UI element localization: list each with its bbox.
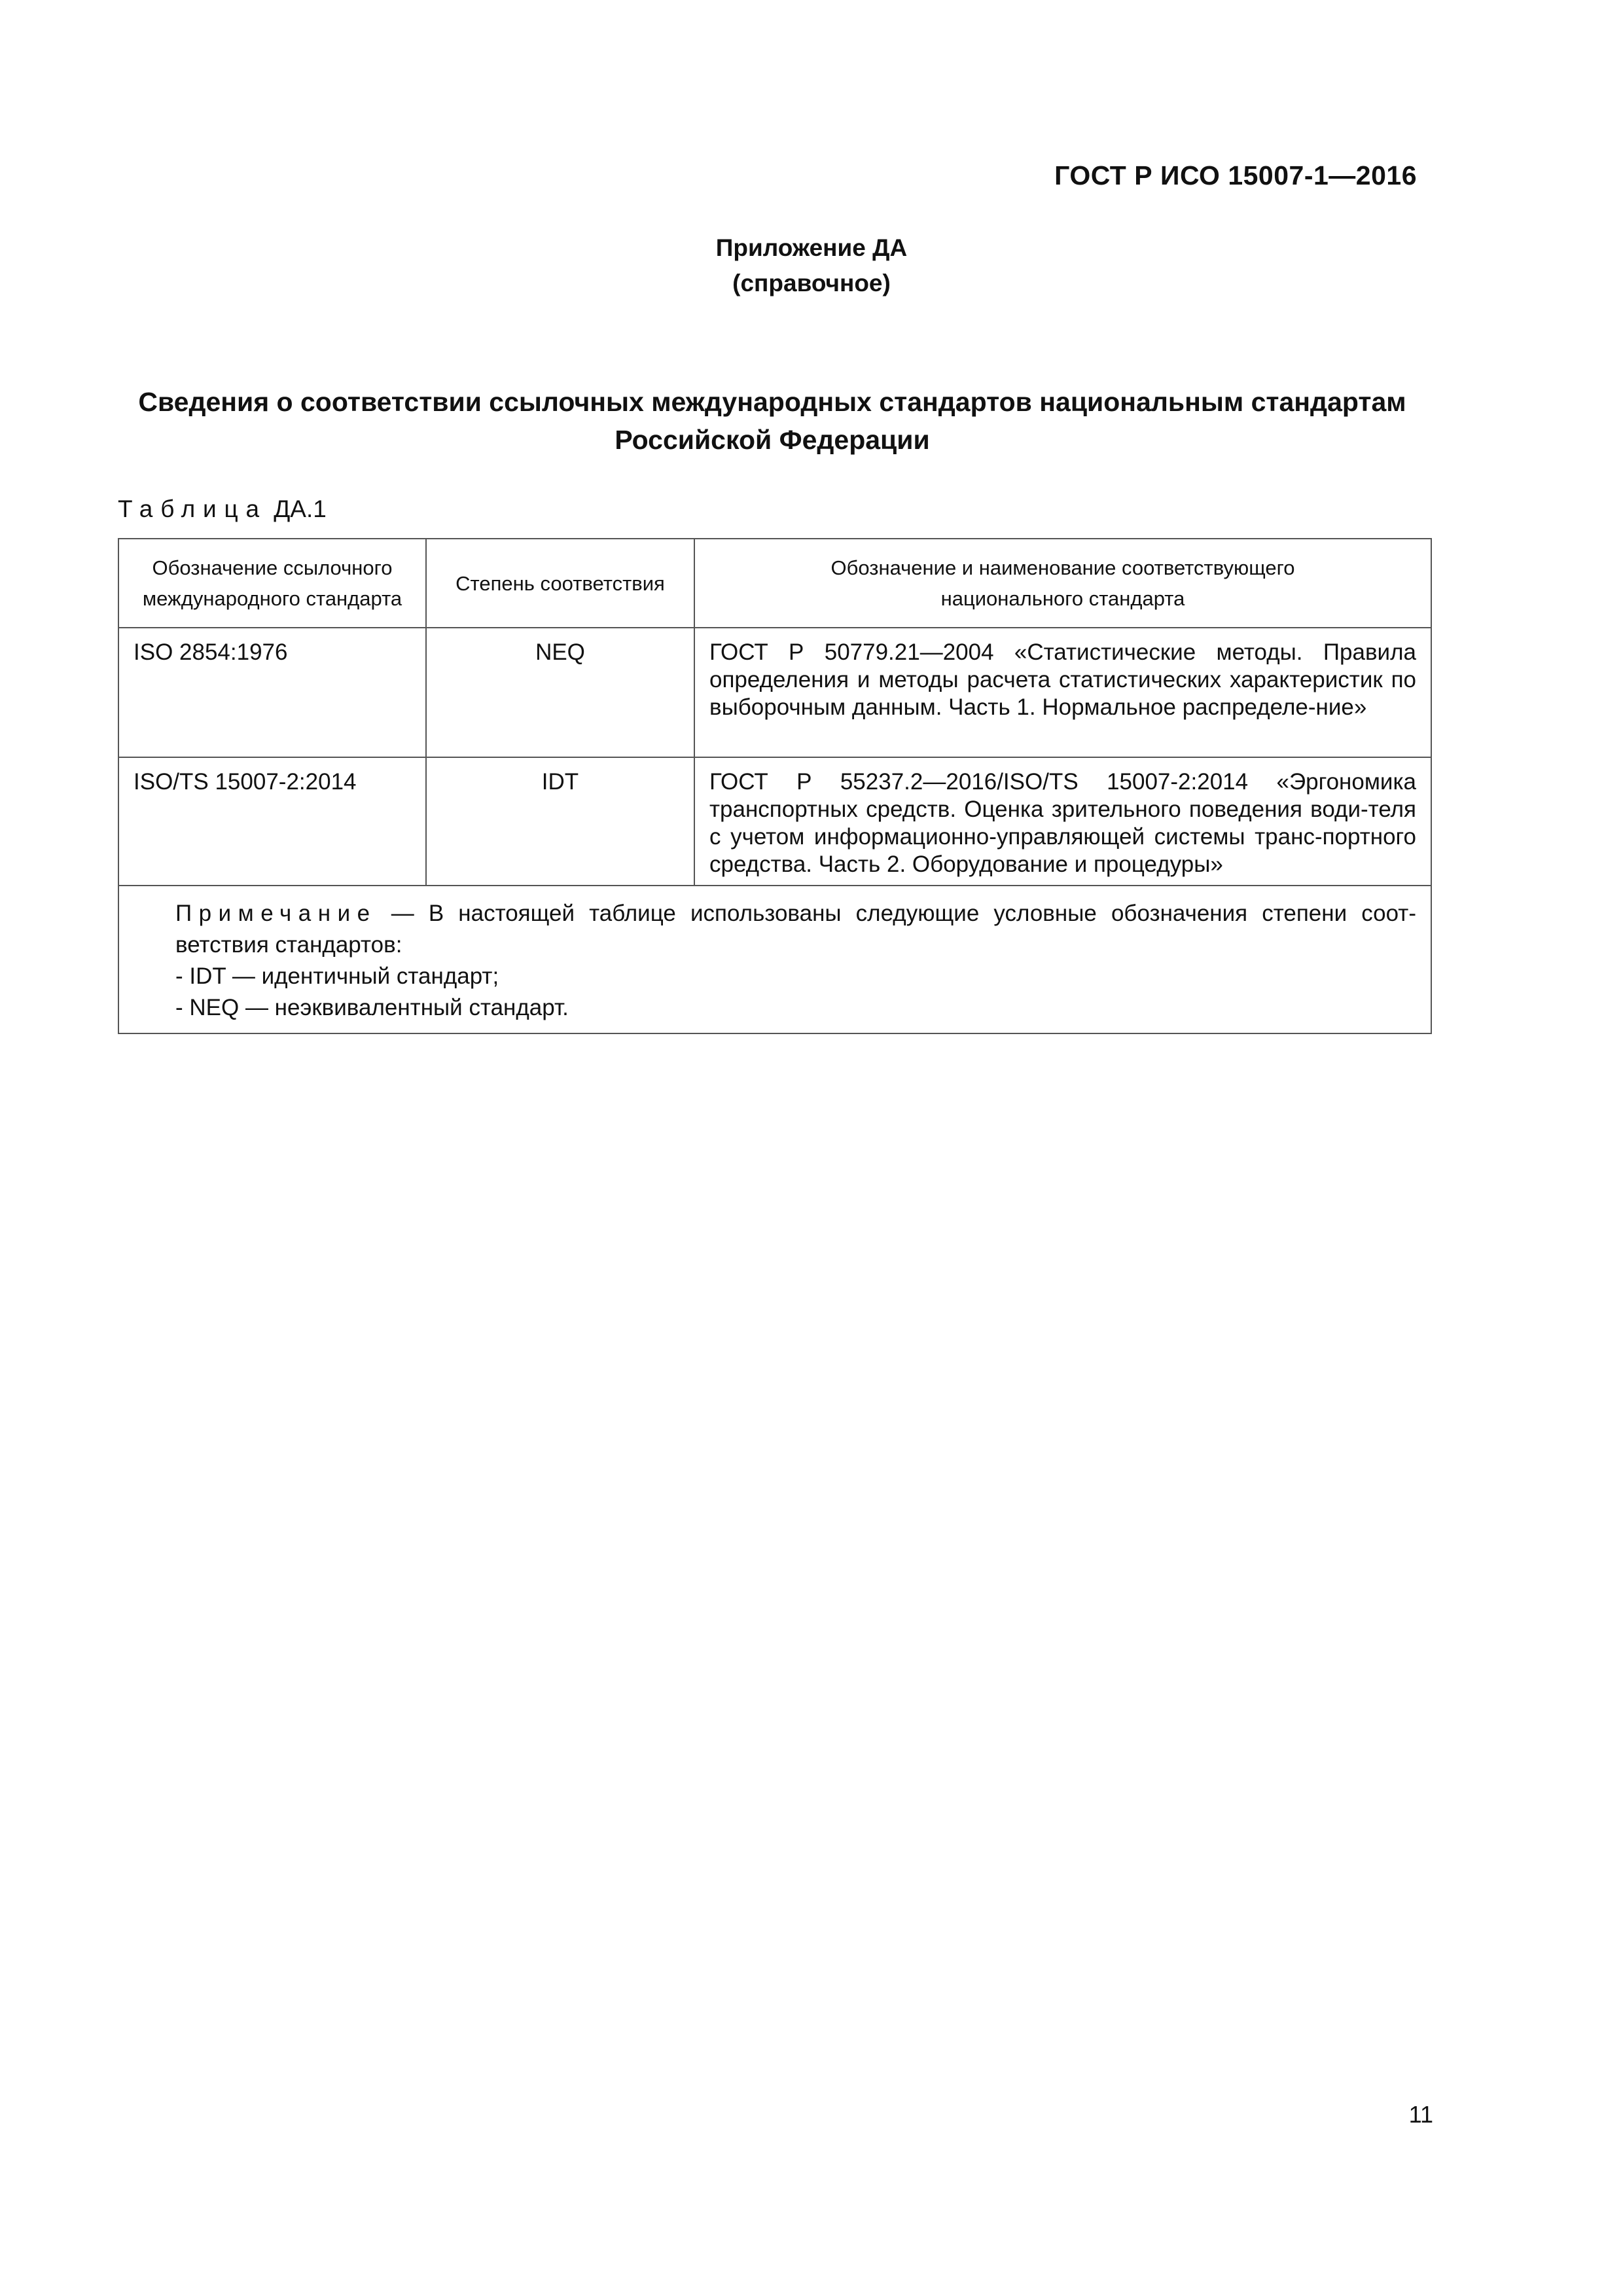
section-title: [118, 383, 1427, 459]
table-note-row: [118, 886, 1431, 1033]
page-number: 11: [1408, 2101, 1433, 2128]
standards-table: [118, 538, 1432, 1034]
cell-national-standard: ГОСТ Р 50779.21—2004 «Статистические методы. Правила определения и методы расчета статистических характеристик по выборочным данным. Часть 1. Нормальное распределе-ние»: [694, 628, 1431, 757]
table-row: [118, 628, 1431, 757]
header-cell-line: Обозначение и наименование соответствующего: [830, 556, 1295, 579]
header-national-standard: [694, 539, 1431, 628]
cell-degree: IDT: [426, 757, 694, 886]
table-caption-word: Таблица: [118, 495, 267, 522]
cell-international-standard: ISO 2854:1976: [118, 628, 426, 757]
table-row: [118, 757, 1431, 886]
table-caption-number: ДА.1: [274, 495, 327, 522]
annex-subtitle: (справочное): [732, 270, 891, 296]
section-title-line1: Сведения о соответствии ссылочных международных стандартов национальным стандартам: [138, 387, 1406, 417]
header-cell-line: международного стандарта: [142, 587, 402, 610]
cell-degree: NEQ: [426, 628, 694, 757]
table-note: [118, 886, 1431, 1033]
note-body: — В настоящей таблице использованы следующие условные обозначения степени соот-ветствия стандартов:: [175, 901, 1416, 958]
annex-title: Приложение ДА: [715, 234, 908, 261]
header-cell-line: национального стандарта: [940, 587, 1185, 610]
header-international-standard: [118, 539, 426, 628]
section-title-line2: Российской Федерации: [615, 425, 930, 455]
table-caption: [118, 495, 327, 523]
header-degree-of-correspondence: [426, 539, 694, 628]
header-cell-line: Степень соответствия: [455, 571, 665, 595]
note-text: [134, 898, 1416, 961]
header-cell-line: Обозначение ссылочного: [152, 556, 393, 579]
note-label: Примечание: [175, 901, 377, 926]
cell-international-standard: ISO/TS 15007-2:2014: [118, 757, 426, 886]
table-header-row: [118, 539, 1431, 628]
note-list-item: - NEQ — неэквивалентный стандарт.: [175, 995, 569, 1020]
document-code: ГОСТ Р ИСО 15007-1—2016: [1054, 160, 1417, 190]
cell-national-standard: ГОСТ Р 55237.2—2016/ISO/TS 15007-2:2014 «Эргономика транспортных средств. Оценка зрительного поведения води-теля с учетом информационно-управляющей системы транс-портного средства. Часть 2. Оборудование и процедуры»: [694, 757, 1431, 886]
note-list-item: - IDT — идентичный стандарт;: [175, 963, 499, 989]
annex-heading: [0, 230, 1623, 301]
